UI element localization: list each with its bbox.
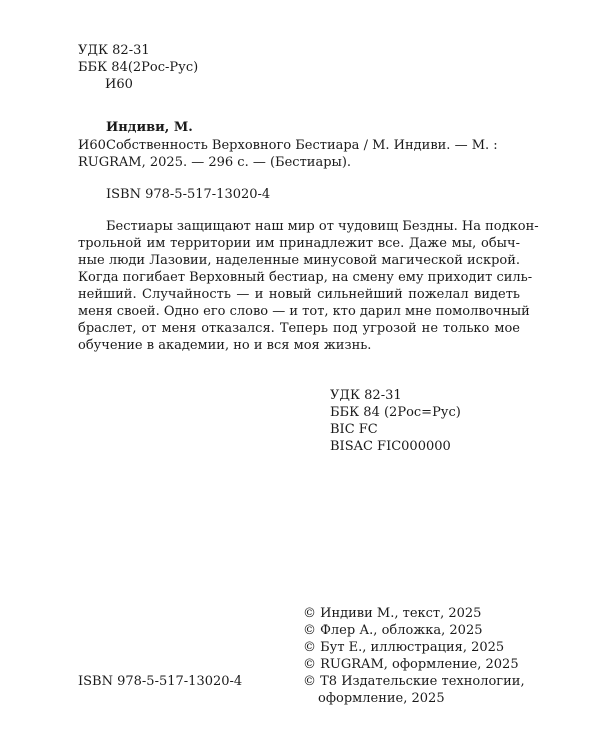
annotation-line: ные люди Лазовии, наделенные минусовой магической искрой.	[78, 253, 521, 268]
copyright-line: © Флер А., обложка, 2025	[303, 623, 483, 638]
biblio-line: RUGRAM, 2025. — 296 с. — (Бестиары).	[78, 155, 352, 170]
top-classification-codes	[78, 42, 198, 93]
author-heading: Индиви, М.	[106, 120, 193, 135]
annotation-line: обучение в академии, но и вся моя жизнь.	[78, 338, 372, 353]
copyright-line: © Бут Е., иллюстрация, 2025	[303, 640, 505, 655]
classification-block	[330, 387, 461, 455]
bbk-code: ББК 84 (2Рос=Рус)	[330, 405, 461, 420]
annotation-line: нейший. Случайность — и новый сильнейший пожелал видеть	[78, 287, 520, 302]
annotation-line: Когда погибает Верховный бестиар, на смену ему приходит силь-	[78, 270, 533, 285]
bic-code: BIC FC	[330, 422, 378, 437]
isbn-bottom: ISBN 978-5-517-13020-4	[78, 674, 243, 689]
copyright-block	[303, 605, 525, 707]
annotation-line: Бестиары защищают наш мир от чудовищ Бездны. На подкон-	[106, 219, 539, 234]
annotation-line: браслет, от меня отказался. Теперь под угрозой не только мое	[78, 321, 520, 336]
copyright-line: © Т8 Издательские технологии,	[303, 674, 525, 689]
author-mark: И60	[105, 77, 133, 92]
copyright-line: оформление, 2025	[318, 691, 445, 706]
isbn-main: ISBN 978-5-517-13020-4	[106, 187, 271, 202]
copyright-line: © Индиви М., текст, 2025	[303, 606, 482, 621]
bbk-code: ББК 84(2Рос-Рус)	[78, 60, 199, 75]
annotation-line: меня своей. Одно его слово — и тот, кто дарил мне помолвочный	[78, 304, 530, 319]
udc-code: УДК 82-31	[78, 43, 150, 58]
udc-code: УДК 82-31	[330, 388, 402, 403]
copyright-line: © RUGRAM, оформление, 2025	[303, 657, 519, 672]
bisac-code: BISAC FIC000000	[330, 439, 451, 454]
annotation-line: трольной им территории им принадлежит все. Даже мы, обыч-	[78, 236, 520, 251]
catalog-author-mark: И60	[78, 138, 106, 153]
biblio-line: Собственность Верховного Бестиара / М. Индиви. — М. :	[106, 138, 498, 153]
annotation	[78, 218, 539, 354]
